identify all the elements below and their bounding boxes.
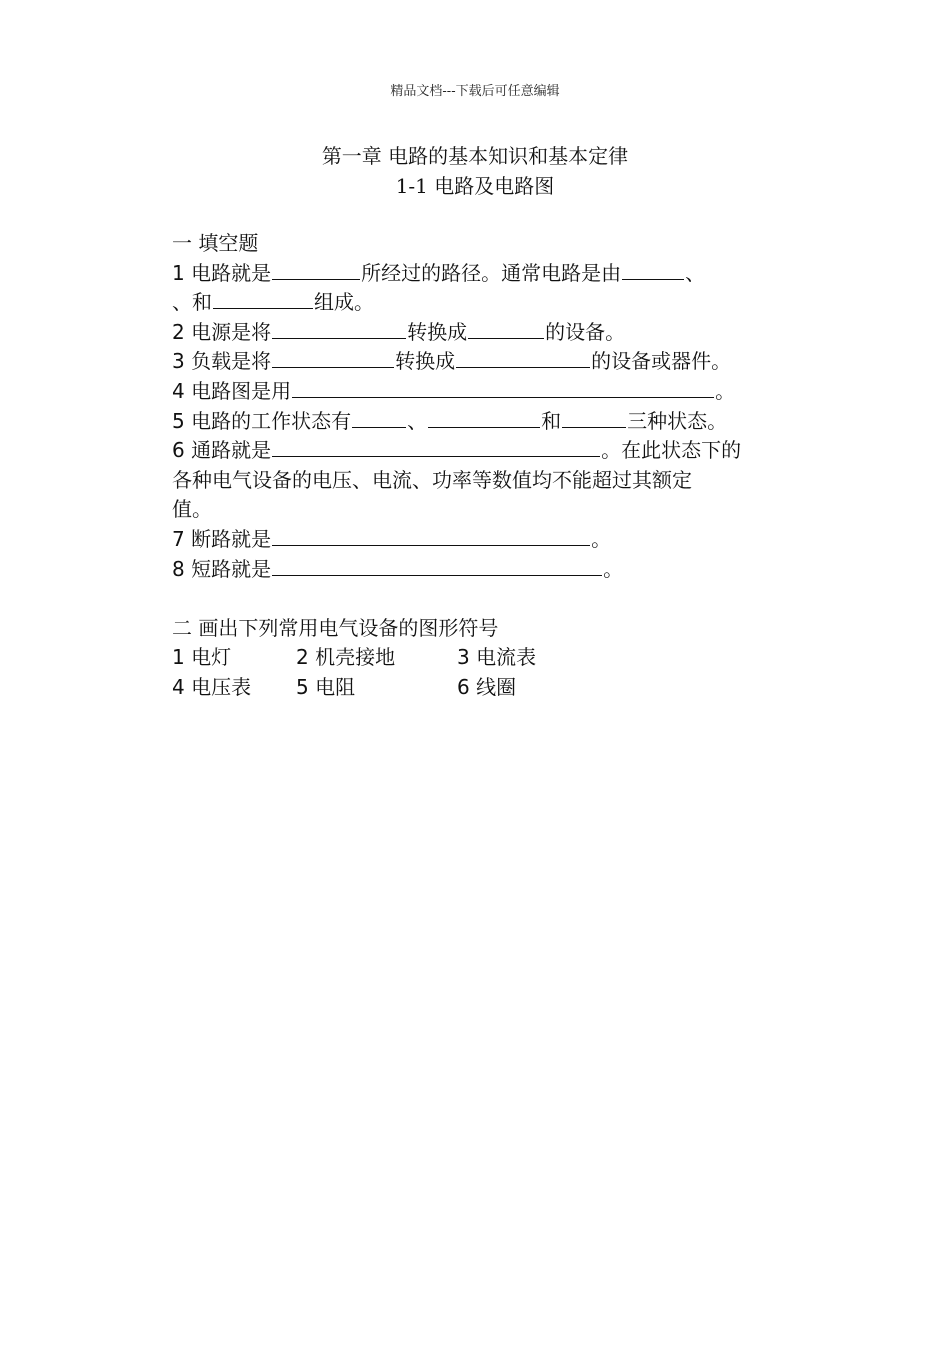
- question-4: [172, 377, 792, 407]
- question-3-text: 转换成: [395, 349, 456, 374]
- part2-heading: 二 画出下列常用电气设备的图形符号: [172, 615, 499, 640]
- question-5-text: 5 电路的工作状态有: [172, 408, 352, 433]
- question-1-text: 、和: [172, 290, 212, 315]
- question-8: [172, 555, 792, 585]
- answer-blank: [272, 555, 602, 576]
- question-2-text: 的设备。: [545, 319, 626, 344]
- answer-blank: [272, 347, 394, 368]
- answer-blank: [272, 436, 600, 457]
- symbol-item: 6 线圈: [457, 674, 517, 699]
- answer-blank: [272, 318, 406, 339]
- symbol-item: 5 电阻: [296, 674, 356, 699]
- section-title: 1-1 电路及电路图: [395, 174, 555, 198]
- question-6-line-1: [172, 436, 792, 466]
- question-6-text: 。在此状态下的: [601, 438, 742, 463]
- question-4-text: 4 电路图是用: [172, 378, 292, 403]
- question-3: [172, 347, 792, 377]
- question-1-text: 所经过的路径。通常电路是由: [361, 260, 622, 285]
- answer-blank: [352, 407, 406, 428]
- question-2-text: 2 电源是将: [172, 319, 272, 344]
- question-5-text: 和: [541, 408, 562, 433]
- question-8-text: 8 短路就是: [172, 556, 272, 581]
- answer-blank: [468, 318, 544, 339]
- section-spacer: [172, 584, 792, 614]
- chapter-title: 第一章 电路的基本知识和基本定律: [321, 144, 629, 168]
- question-6-text: 6 通路就是: [172, 438, 272, 463]
- answer-blank: [213, 288, 313, 309]
- question-7: [172, 525, 792, 555]
- question-1-text: 组成。: [314, 290, 374, 315]
- question-4-text: 。: [715, 378, 736, 403]
- header-note: 精品文档---下载后可任意编辑: [390, 84, 560, 99]
- question-3-text: 的设备或器件。: [591, 349, 732, 374]
- question-3-text: 3 负载是将: [172, 349, 272, 374]
- question-7-text: 7 断路就是: [172, 526, 272, 551]
- symbol-item: 4 电压表: [172, 674, 252, 699]
- question-7-text: 。: [591, 526, 612, 551]
- answer-blank: [562, 407, 626, 428]
- question-1-text: 、: [685, 260, 706, 285]
- answer-blank: [272, 525, 590, 546]
- question-2: [172, 318, 792, 348]
- question-1-text: 1 电路就是: [172, 260, 272, 285]
- symbol-item: 1 电灯: [172, 645, 232, 670]
- answer-blank: [428, 407, 540, 428]
- symbol-item: 2 机壳接地: [296, 645, 396, 670]
- question-5-text: 三种状态。: [627, 408, 728, 433]
- question-1-line-1: [172, 259, 792, 289]
- worksheet-content: [172, 229, 792, 703]
- answer-blank: [456, 347, 590, 368]
- question-6-line-2: 各种电气设备的电压、电流、功率等数值均不能超过其额定: [172, 467, 692, 492]
- symbol-row-2: [172, 673, 792, 703]
- question-6-line-3: 值。: [172, 497, 212, 522]
- answer-blank: [622, 259, 684, 280]
- question-1-line-2: [172, 288, 792, 318]
- symbol-item: 3 电流表: [457, 645, 537, 670]
- answer-blank: [272, 259, 360, 280]
- symbol-row-1: [172, 643, 792, 673]
- answer-blank: [292, 377, 714, 398]
- question-8-text: 。: [603, 556, 624, 581]
- part1-heading: 一 填空题: [172, 231, 259, 255]
- question-5-text: 、: [407, 408, 428, 433]
- question-5: [172, 407, 792, 437]
- question-2-text: 转换成: [407, 319, 468, 344]
